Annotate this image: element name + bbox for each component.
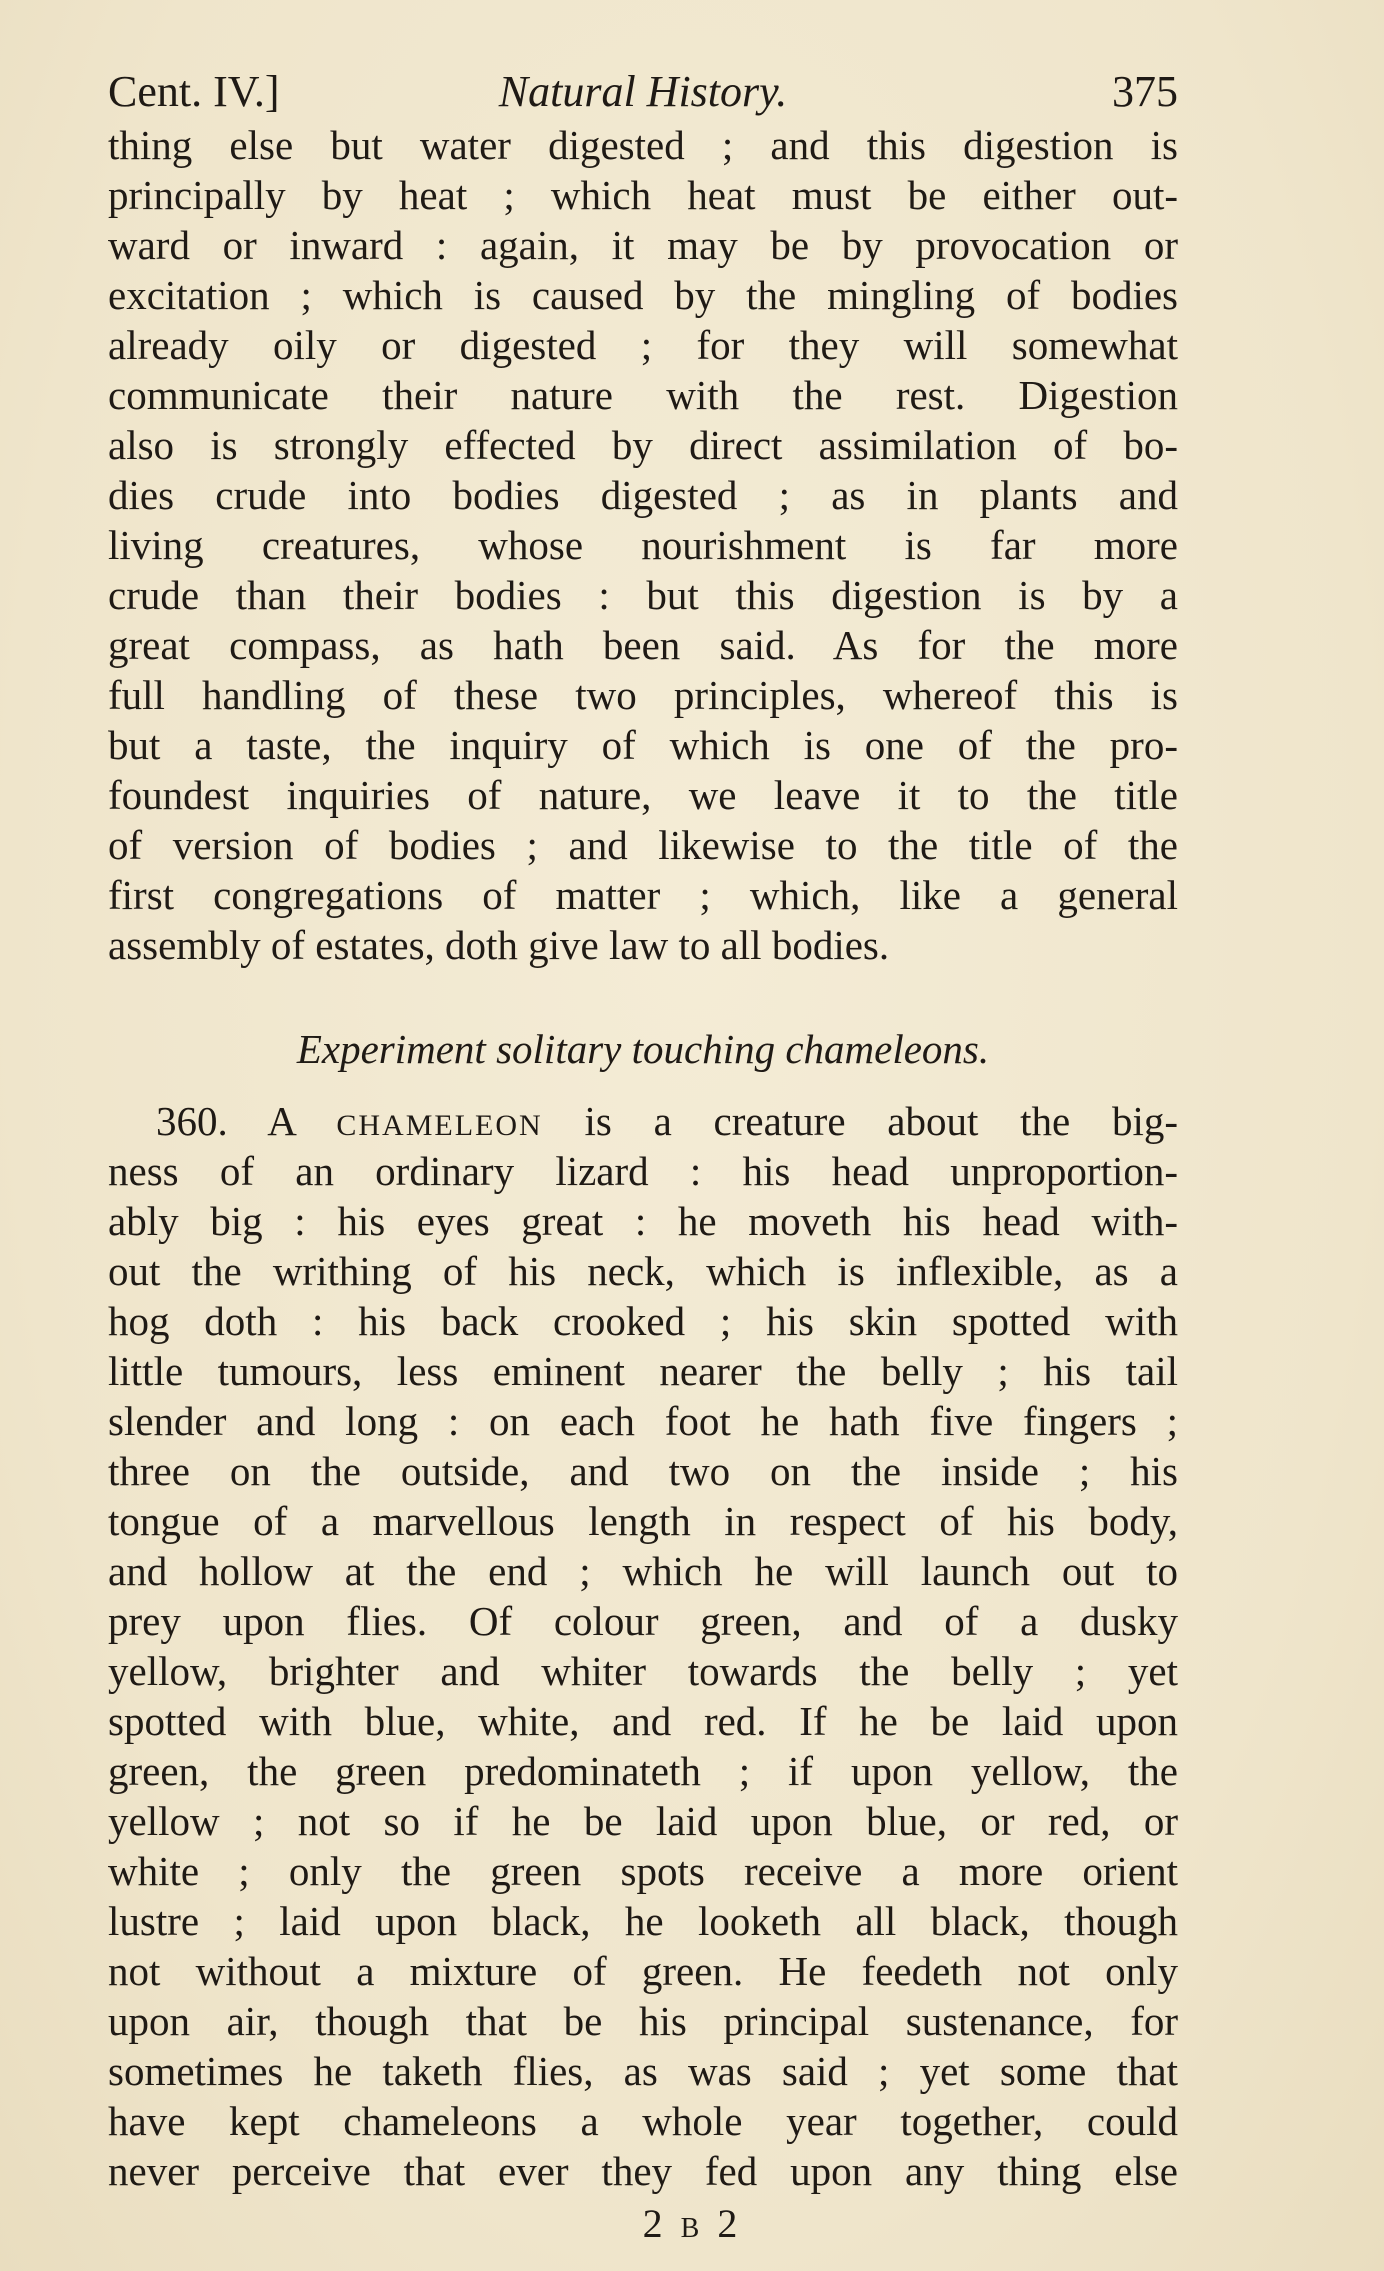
- text-line: foundest inquiries of nature, we leave it to the title: [108, 772, 1178, 818]
- text-line: but a taste, the inquiry of which is one of the pro-: [108, 722, 1178, 768]
- text-line: green, the green predominateth ; if upon yellow, the: [108, 1748, 1178, 1794]
- text-line: crude than their bodies : but this digestion is by a: [108, 572, 1178, 618]
- signature-letter: B: [680, 2213, 704, 2244]
- text-line: lustre ; laid upon black, he looketh all black, though: [108, 1898, 1178, 1944]
- text-line: full handling of these two principles, whereof this is: [108, 672, 1178, 718]
- text-line: never perceive that ever they fed upon any thing else: [108, 2148, 1178, 2194]
- header-century: Cent. IV.]: [108, 67, 280, 116]
- text-line: tongue of a marvellous length in respect of his body,: [108, 1498, 1178, 1544]
- text-line: three on the outside, and two on the inside ; his: [108, 1448, 1178, 1494]
- text-line: sometimes he taketh flies, as was said ; yet some that: [108, 2048, 1178, 2094]
- text-line: also is strongly effected by direct assimilation of bo-: [108, 422, 1178, 468]
- text-line: ward or inward : again, it may be by provocation or: [108, 222, 1178, 268]
- text-line: have kept chameleons a whole year together, could: [108, 2098, 1178, 2144]
- text-line: first congregations of matter ; which, like a general: [108, 872, 1178, 918]
- text-line: slender and long : on each foot he hath five fingers ;: [108, 1398, 1178, 1444]
- paragraph-number: 360.: [156, 1098, 228, 1144]
- text-line: little tumours, less eminent nearer the belly ; his tail: [108, 1348, 1178, 1394]
- signature-mark: [0, 2196, 1384, 2252]
- text-line: dies crude into bodies digested ; as in plants and: [108, 472, 1178, 518]
- page-number: 375: [1112, 67, 1178, 116]
- text-line: and hollow at the end ; which he will launch out to: [108, 1548, 1178, 1594]
- text-line: living creatures, whose nourishment is far more: [108, 522, 1178, 568]
- text-line: excitation ; which is caused by the mingling of bodies: [108, 272, 1178, 318]
- text-line: great compass, as hath been said. As for the more: [108, 622, 1178, 668]
- header-title: Natural History.: [498, 67, 788, 116]
- text-line: ness of an ordinary lizard : his head unproportion-: [108, 1148, 1178, 1194]
- text-line: out the writhing of his neck, which is inflexible, as a: [108, 1248, 1178, 1294]
- text-line: already oily or digested ; for they will somewhat: [108, 322, 1178, 368]
- text-line: communicate their nature with the rest. Digestion: [108, 372, 1178, 418]
- paragraph-digestion: [108, 120, 1178, 970]
- text-line-first: [108, 1096, 1178, 1146]
- text-line: assembly of estates, doth give law to all bodies.: [108, 922, 890, 968]
- signature-number: 2: [642, 2201, 667, 2246]
- paragraph-chameleon: [108, 1096, 1178, 2196]
- text-line: of version of bodies ; and likewise to the title of the: [108, 822, 1178, 868]
- text-line: white ; only the green spots receive a more orient: [108, 1848, 1178, 1894]
- text-line: yellow, brighter and whiter towards the belly ; yet: [108, 1648, 1178, 1694]
- text-line: principally by heat ; which heat must be either out-: [108, 172, 1178, 218]
- first-line-rest: is a creature about the big-: [584, 1098, 1178, 1144]
- keyword-chameleon: CHAMELEON: [336, 1109, 543, 1142]
- running-header: [108, 62, 1178, 122]
- text-line: yellow ; not so if he be laid upon blue, or red, or: [108, 1798, 1178, 1844]
- text-line: ably big : his eyes great : he moveth his head with-: [108, 1198, 1178, 1244]
- text-line: upon air, though that be his principal sustenance, for: [108, 1998, 1178, 2044]
- signature-number: 2: [717, 2201, 742, 2246]
- text-line: prey upon flies. Of colour green, and of a dusky: [108, 1598, 1178, 1644]
- article-word: A: [267, 1098, 295, 1144]
- text-line: thing else but water digested ; and this digestion is: [108, 122, 1178, 168]
- section-heading: Experiment solitary touching chameleons.: [296, 1026, 990, 1072]
- text-line: spotted with blue, white, and red. If he be laid upon: [108, 1698, 1178, 1744]
- text-line: hog doth : his back crooked ; his skin spotted with: [108, 1298, 1178, 1344]
- text-line: not without a mixture of green. He feedeth not only: [108, 1948, 1178, 1994]
